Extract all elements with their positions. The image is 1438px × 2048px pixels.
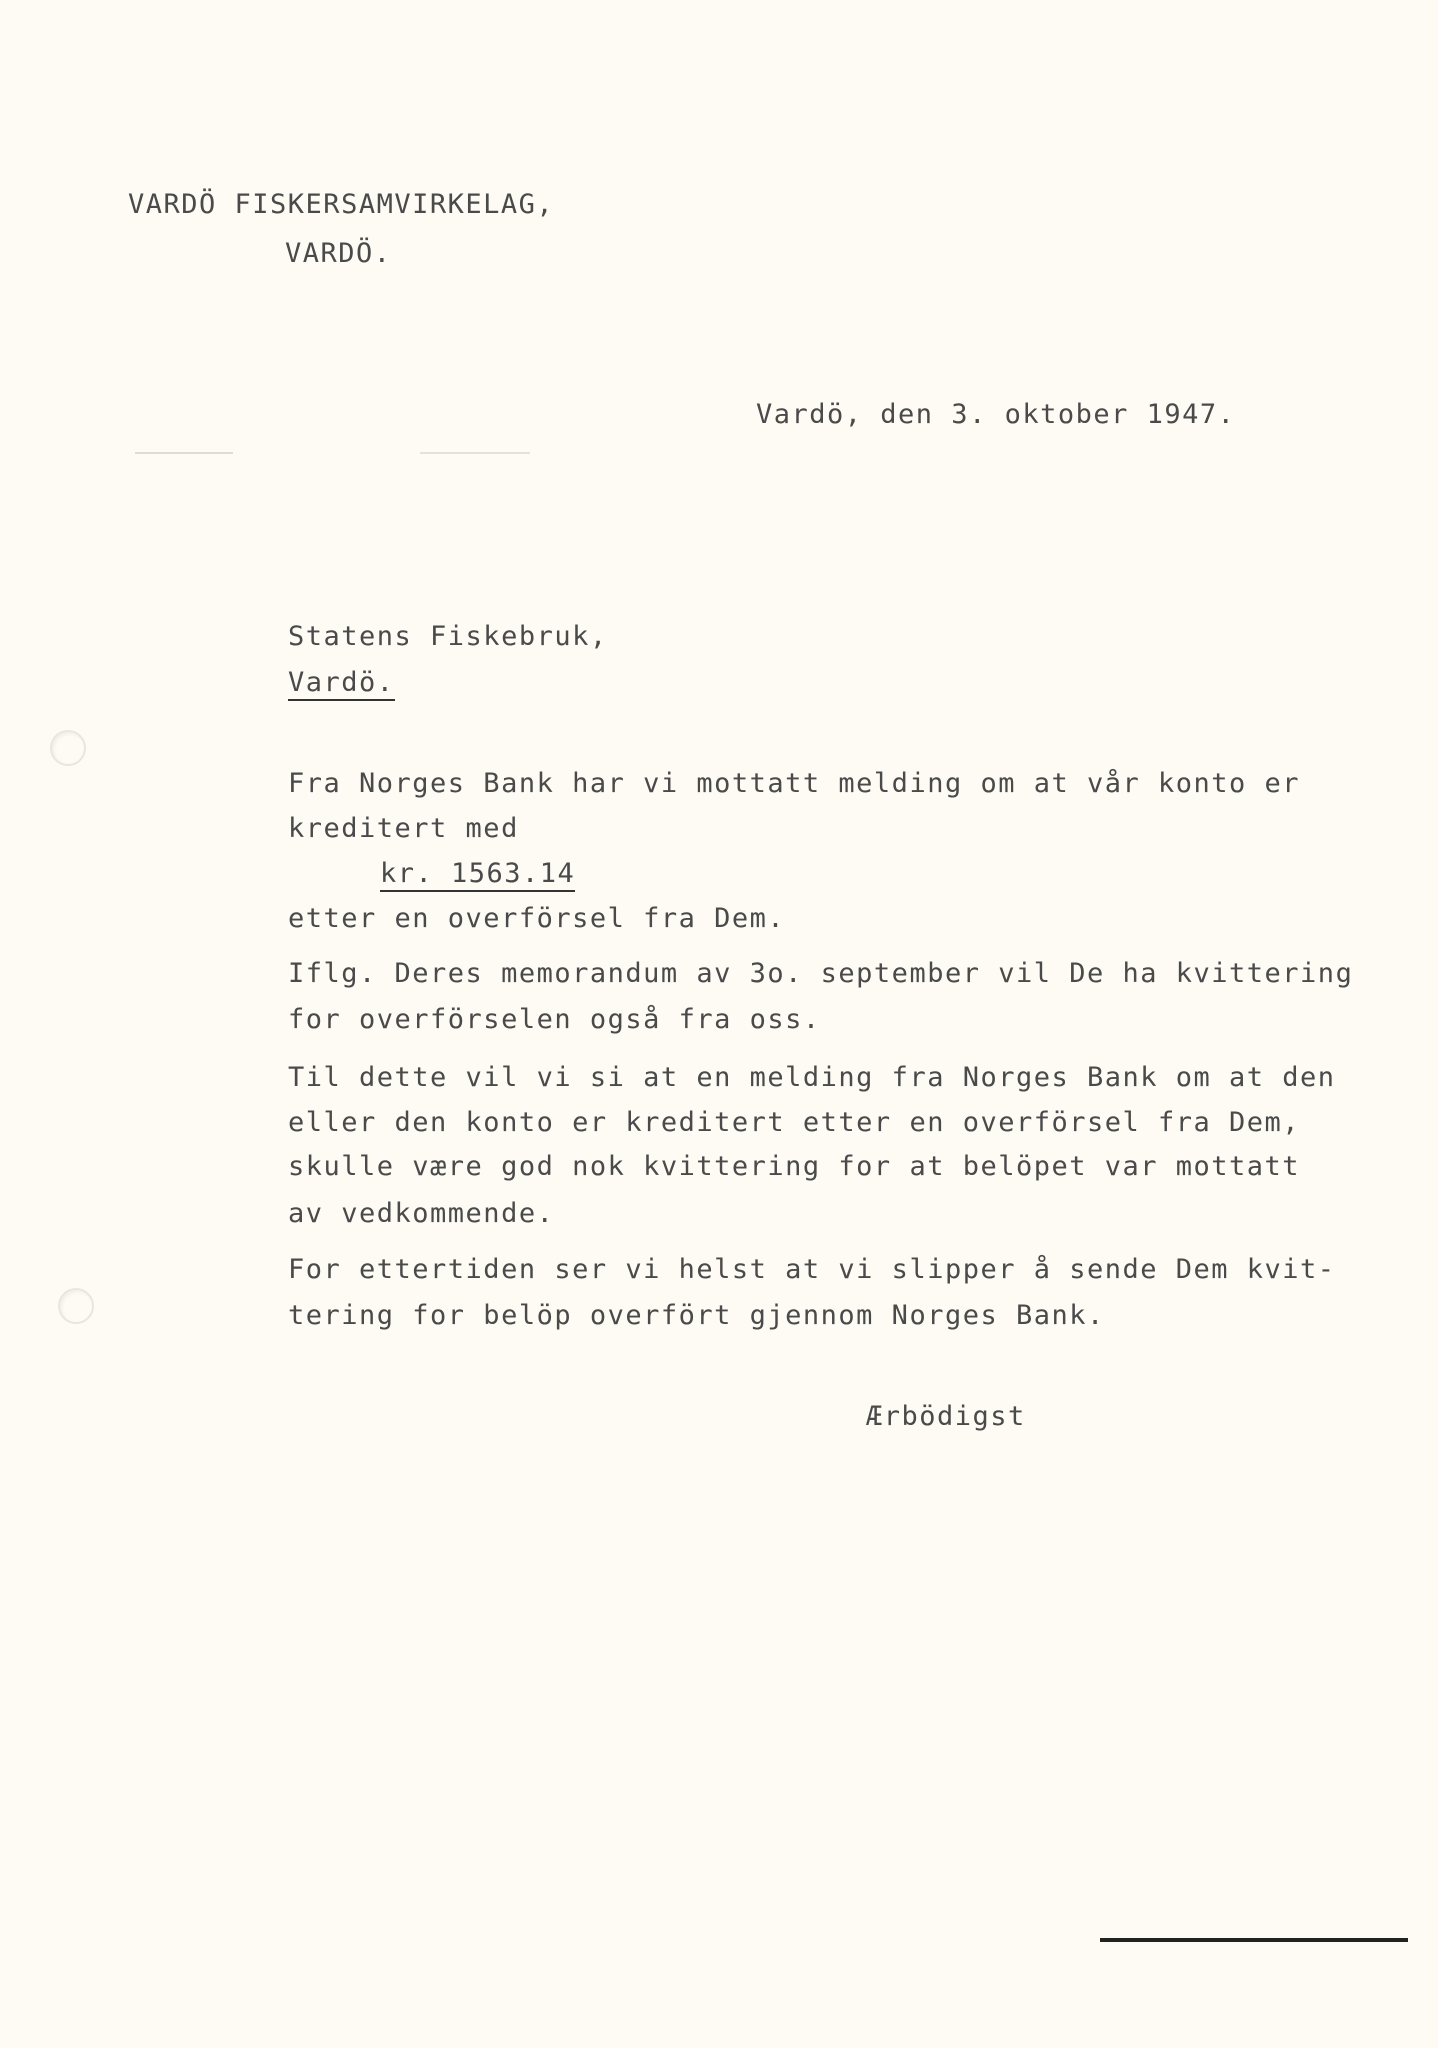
closing: Ærbödigst xyxy=(866,1401,1026,1432)
sender-name: VARDÖ FISKERSAMVIRKELAG, xyxy=(128,189,555,220)
recipient-name: Statens Fiskebruk, xyxy=(288,621,608,652)
sender-city: VARDÖ. xyxy=(285,238,392,269)
body-line: For ettertiden ser vi helst at vi slipper å sende Dem kvit- xyxy=(288,1254,1336,1285)
recipient-city xyxy=(288,666,395,700)
punch-hole xyxy=(58,1288,94,1324)
body-line: for overförselen også fra oss. xyxy=(288,1004,821,1035)
signature-line xyxy=(1100,1938,1408,1942)
body-line: etter en overförsel fra Dem. xyxy=(288,903,786,934)
faint-rule xyxy=(135,452,233,454)
body-line: Til dette vil vi si at en melding fra Norges Bank om at den xyxy=(288,1062,1336,1093)
date-line: Vardö, den 3. oktober 1947. xyxy=(756,399,1236,430)
body-line: Iflg. Deres memorandum av 3o. september vil De ha kvittering xyxy=(288,958,1354,989)
credited-amount: kr. 1563.14 xyxy=(380,858,575,892)
punch-hole xyxy=(50,730,86,766)
body-line: tering for belöp overfört gjennom Norges Bank. xyxy=(288,1300,1105,1331)
body-line: skulle være god nok kvittering for at belöpet var mottatt xyxy=(288,1151,1301,1182)
body-line: kreditert med xyxy=(288,813,519,844)
recipient-city-text: Vardö. xyxy=(288,667,395,701)
faint-rule xyxy=(420,452,530,454)
body-line: av vedkommende. xyxy=(288,1198,555,1229)
amount-line xyxy=(380,857,575,891)
body-line: Fra Norges Bank har vi mottatt melding om at vår konto er xyxy=(288,768,1301,799)
body-line: eller den konto er kreditert etter en overförsel fra Dem, xyxy=(288,1107,1301,1138)
